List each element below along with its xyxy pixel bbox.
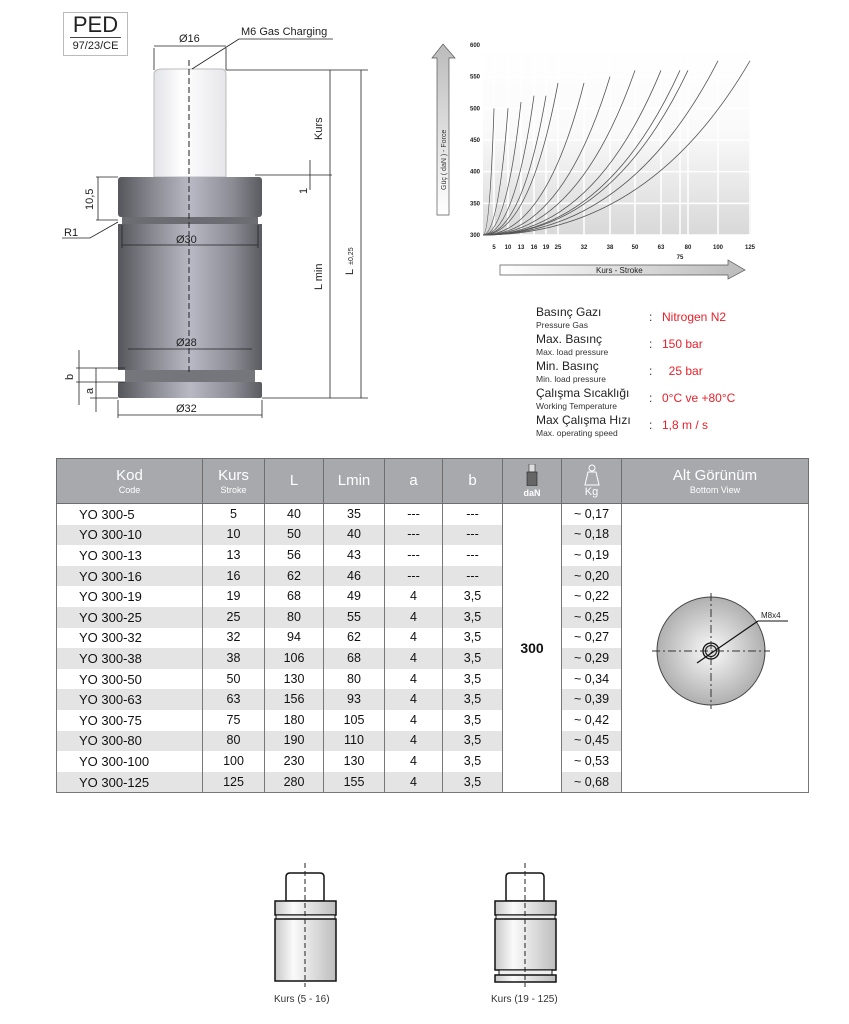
x-tick-label: 19 bbox=[542, 245, 550, 251]
cell-weight: ~ 0,18 bbox=[562, 525, 622, 546]
cell-weight: ~ 0,68 bbox=[562, 772, 622, 793]
spec-colon: : bbox=[649, 337, 653, 351]
y-tick-label: 400 bbox=[470, 169, 481, 176]
spec-value: 150 bar bbox=[662, 337, 703, 351]
cell-stroke: 19 bbox=[203, 586, 265, 607]
cell-lmin: 105 bbox=[324, 710, 385, 731]
cell-stroke: 32 bbox=[203, 628, 265, 649]
cell-code: YO 300-75 bbox=[57, 710, 203, 731]
cell-b: 3,5 bbox=[443, 689, 503, 710]
cell-code: YO 300-63 bbox=[57, 689, 203, 710]
dim-radius: R1 bbox=[64, 227, 79, 239]
spec-row bbox=[536, 333, 796, 360]
cell-a: --- bbox=[385, 566, 443, 587]
cell-b: 3,5 bbox=[443, 648, 503, 669]
spec-sublabel: Max. operating speed bbox=[536, 428, 618, 438]
x-tick-label: 100 bbox=[712, 245, 724, 251]
cell-code: YO 300-125 bbox=[57, 772, 203, 793]
cell-lmin: 80 bbox=[324, 669, 385, 690]
dim-rod-diameter: Ø16 bbox=[179, 33, 200, 45]
spec-value: Nitrogen N2 bbox=[662, 310, 727, 324]
cell-stroke: 10 bbox=[203, 525, 265, 546]
product-table bbox=[56, 458, 809, 793]
cell-b: 3,5 bbox=[443, 710, 503, 731]
y-tick-label: 500 bbox=[470, 106, 481, 113]
cell-a: 4 bbox=[385, 669, 443, 690]
spec-colon: : bbox=[649, 364, 653, 378]
y-tick-label: 600 bbox=[470, 43, 481, 49]
x-axis-label: Kurs - Stroke bbox=[596, 266, 643, 275]
cell-code: YO 300-32 bbox=[57, 628, 203, 649]
cell-weight: ~ 0,25 bbox=[562, 607, 622, 628]
ped-subtitle: 97/23/CE bbox=[72, 40, 119, 52]
cell-a: 4 bbox=[385, 710, 443, 731]
cell-l: 280 bbox=[265, 772, 324, 793]
cell-l: 94 bbox=[265, 628, 324, 649]
spec-label: Max. Basınç bbox=[536, 332, 603, 346]
dim-collar-height: 10,5 bbox=[84, 188, 96, 210]
cell-a: --- bbox=[385, 545, 443, 566]
spec-row bbox=[536, 306, 796, 333]
collar bbox=[118, 177, 262, 217]
cell-stroke: 13 bbox=[203, 545, 265, 566]
x-tick-label: 16 bbox=[530, 245, 538, 251]
cell-stroke: 63 bbox=[203, 689, 265, 710]
spec-colon: : bbox=[649, 418, 653, 432]
col-code: Kod Code bbox=[57, 459, 203, 504]
ped-title: PED bbox=[72, 12, 119, 37]
cell-lmin: 62 bbox=[324, 628, 385, 649]
cell-weight: ~ 0,53 bbox=[562, 751, 622, 772]
x-tick-label: 63 bbox=[657, 245, 665, 251]
cell-stroke: 25 bbox=[203, 607, 265, 628]
y-tick-label: 350 bbox=[470, 201, 481, 208]
cell-lmin: 155 bbox=[324, 772, 385, 793]
spec-value: 0°C ve +80°C bbox=[662, 391, 736, 405]
cell-code: YO 300-5 bbox=[57, 504, 203, 525]
dim-b: b bbox=[64, 373, 76, 380]
x-tick-label: 25 bbox=[554, 245, 562, 251]
x-tick-label: 32 bbox=[580, 245, 588, 251]
cell-lmin: 35 bbox=[324, 504, 385, 525]
cell-l: 40 bbox=[265, 504, 324, 525]
cell-lmin: 49 bbox=[324, 586, 385, 607]
cell-weight: ~ 0,27 bbox=[562, 628, 622, 649]
cell-code: YO 300-13 bbox=[57, 545, 203, 566]
cell-weight: ~ 0,34 bbox=[562, 669, 622, 690]
groove bbox=[122, 217, 258, 225]
cell-lmin: 110 bbox=[324, 731, 385, 752]
dim-body-diameter: Ø30 bbox=[176, 234, 197, 246]
base-groove bbox=[125, 370, 255, 382]
cell-stroke: 80 bbox=[203, 731, 265, 752]
spec-colon: : bbox=[649, 391, 653, 405]
dim-groove-diameter: Ø28 bbox=[176, 337, 197, 349]
cell-b: 3,5 bbox=[443, 607, 503, 628]
x-tick-label: 50 bbox=[631, 245, 639, 251]
spec-sublabel: Min. load pressure bbox=[536, 374, 606, 384]
cell-l: 62 bbox=[265, 566, 324, 587]
dim-base-diameter: Ø32 bbox=[176, 403, 197, 415]
cell-weight: ~ 0,45 bbox=[562, 731, 622, 752]
cell-b: --- bbox=[443, 504, 503, 525]
cell-lmin: 68 bbox=[324, 648, 385, 669]
y-tick-label: 450 bbox=[470, 138, 481, 144]
cell-l: 68 bbox=[265, 586, 324, 607]
spec-value: 25 bar bbox=[662, 364, 703, 378]
cell-b: --- bbox=[443, 566, 503, 587]
cylinder-drawing bbox=[0, 0, 400, 430]
cell-l: 190 bbox=[265, 731, 324, 752]
cell-a: 4 bbox=[385, 772, 443, 793]
col-lmin: Lmin bbox=[324, 459, 385, 504]
bottom-view-drawing bbox=[622, 573, 808, 723]
x-tick-label: 125 bbox=[744, 245, 756, 251]
col-bottom-view: Alt Görünüm Bottom View bbox=[622, 459, 809, 504]
thread-label: M8x4 bbox=[761, 611, 781, 621]
cell-b: 3,5 bbox=[443, 669, 503, 690]
x-tick-label: 38 bbox=[606, 245, 614, 251]
cell-weight: ~ 0,19 bbox=[562, 545, 622, 566]
force-stroke-chart bbox=[430, 30, 760, 290]
cell-b: 3,5 bbox=[443, 628, 503, 649]
cell-b: --- bbox=[443, 545, 503, 566]
y-tick-label: 550 bbox=[470, 74, 481, 81]
x-tick-label: 5 bbox=[492, 245, 496, 251]
x-tick-label: 13 bbox=[517, 245, 525, 251]
gas-spring-icon bbox=[526, 464, 538, 486]
cell-l: 130 bbox=[265, 669, 324, 690]
cell-b: 3,5 bbox=[443, 751, 503, 772]
bottom-view-cell bbox=[622, 504, 809, 793]
cell-lmin: 40 bbox=[324, 525, 385, 546]
variant-long-drawing bbox=[490, 855, 560, 990]
cell-code: YO 300-80 bbox=[57, 731, 203, 752]
cell-a: 4 bbox=[385, 628, 443, 649]
cell-a: 4 bbox=[385, 607, 443, 628]
x-tick-label: 80 bbox=[684, 245, 692, 251]
cell-l: 180 bbox=[265, 710, 324, 731]
cell-b: 3,5 bbox=[443, 772, 503, 793]
dim-stroke: Kurs bbox=[313, 117, 325, 140]
cell-weight: ~ 0,22 bbox=[562, 586, 622, 607]
cell-weight: ~ 0,20 bbox=[562, 566, 622, 587]
spec-value: 1,8 m / s bbox=[662, 418, 709, 432]
spec-row bbox=[536, 387, 796, 414]
cell-a: 4 bbox=[385, 731, 443, 752]
cell-code: YO 300-50 bbox=[57, 669, 203, 690]
cell-lmin: 43 bbox=[324, 545, 385, 566]
cell-l: 56 bbox=[265, 545, 324, 566]
cell-stroke: 125 bbox=[203, 772, 265, 793]
cell-code: YO 300-25 bbox=[57, 607, 203, 628]
cell-weight: ~ 0,39 bbox=[562, 689, 622, 710]
cell-l: 50 bbox=[265, 525, 324, 546]
cell-weight: ~ 0,42 bbox=[562, 710, 622, 731]
cell-code: YO 300-16 bbox=[57, 566, 203, 587]
cell-l: 156 bbox=[265, 689, 324, 710]
cell-code: YO 300-100 bbox=[57, 751, 203, 772]
cell-stroke: 50 bbox=[203, 669, 265, 690]
cell-code: YO 300-10 bbox=[57, 525, 203, 546]
weight-icon bbox=[584, 464, 600, 486]
cell-a: --- bbox=[385, 525, 443, 546]
spec-label: Basınç Gazı bbox=[536, 305, 602, 319]
cell-stroke: 75 bbox=[203, 710, 265, 731]
cell-lmin: 55 bbox=[324, 607, 385, 628]
spec-sublabel: Pressure Gas bbox=[536, 320, 588, 330]
cell-stroke: 38 bbox=[203, 648, 265, 669]
cell-stroke: 5 bbox=[203, 504, 265, 525]
col-l: L bbox=[265, 459, 324, 504]
spec-label: Min. Basınç bbox=[536, 359, 599, 373]
base bbox=[118, 382, 262, 398]
x-tick-label: 10 bbox=[504, 245, 512, 251]
table-header bbox=[57, 459, 809, 504]
cell-lmin: 46 bbox=[324, 566, 385, 587]
spec-row bbox=[536, 414, 796, 441]
variant-short-label: Kurs (5 - 16) bbox=[274, 994, 330, 1005]
dim-a: a bbox=[84, 387, 96, 394]
dim-gas-port: M6 Gas Charging bbox=[241, 26, 328, 38]
y-tick-label: 300 bbox=[470, 233, 481, 239]
cell-lmin: 130 bbox=[324, 751, 385, 772]
cell-weight: ~ 0,17 bbox=[562, 504, 622, 525]
spec-label: Max Çalışma Hızı bbox=[536, 413, 631, 427]
cell-stroke: 100 bbox=[203, 751, 265, 772]
cell-b: --- bbox=[443, 525, 503, 546]
cell-code: YO 300-19 bbox=[57, 586, 203, 607]
cell-b: 3,5 bbox=[443, 731, 503, 752]
y-axis-label: Güç ( daN ) - Force bbox=[441, 129, 448, 190]
cell-lmin: 93 bbox=[324, 689, 385, 710]
cell-force: 300 bbox=[503, 504, 562, 793]
dim-lmin: L min bbox=[313, 263, 325, 290]
cell-l: 106 bbox=[265, 648, 324, 669]
piston-rod bbox=[154, 69, 226, 177]
col-force: daN bbox=[503, 459, 562, 504]
cell-l: 230 bbox=[265, 751, 324, 772]
spec-sublabel: Max. load pressure bbox=[536, 347, 609, 357]
col-stroke: Kurs Stroke bbox=[203, 459, 265, 504]
cell-b: 3,5 bbox=[443, 586, 503, 607]
col-a: a bbox=[385, 459, 443, 504]
cell-weight: ~ 0,29 bbox=[562, 648, 622, 669]
spec-row bbox=[536, 360, 796, 387]
col-weight: Kg bbox=[562, 459, 622, 504]
spec-sublabel: Working Temperature bbox=[536, 401, 617, 411]
cell-a: --- bbox=[385, 504, 443, 525]
col-b: b bbox=[443, 459, 503, 504]
spec-label: Çalışma Sıcaklığı bbox=[536, 386, 630, 400]
cell-a: 4 bbox=[385, 586, 443, 607]
x-tick-label: 75 bbox=[676, 255, 684, 261]
variant-long-label: Kurs (19 - 125) bbox=[491, 994, 558, 1005]
spec-colon: : bbox=[649, 310, 653, 324]
cell-a: 4 bbox=[385, 648, 443, 669]
dim-l: L±0,25 bbox=[344, 247, 356, 275]
dim-gap: 1 bbox=[298, 187, 310, 194]
table-row bbox=[57, 504, 809, 525]
variant-short-drawing bbox=[270, 855, 340, 990]
cell-l: 80 bbox=[265, 607, 324, 628]
cell-code: YO 300-38 bbox=[57, 648, 203, 669]
cell-a: 4 bbox=[385, 689, 443, 710]
cell-stroke: 16 bbox=[203, 566, 265, 587]
cell-a: 4 bbox=[385, 751, 443, 772]
